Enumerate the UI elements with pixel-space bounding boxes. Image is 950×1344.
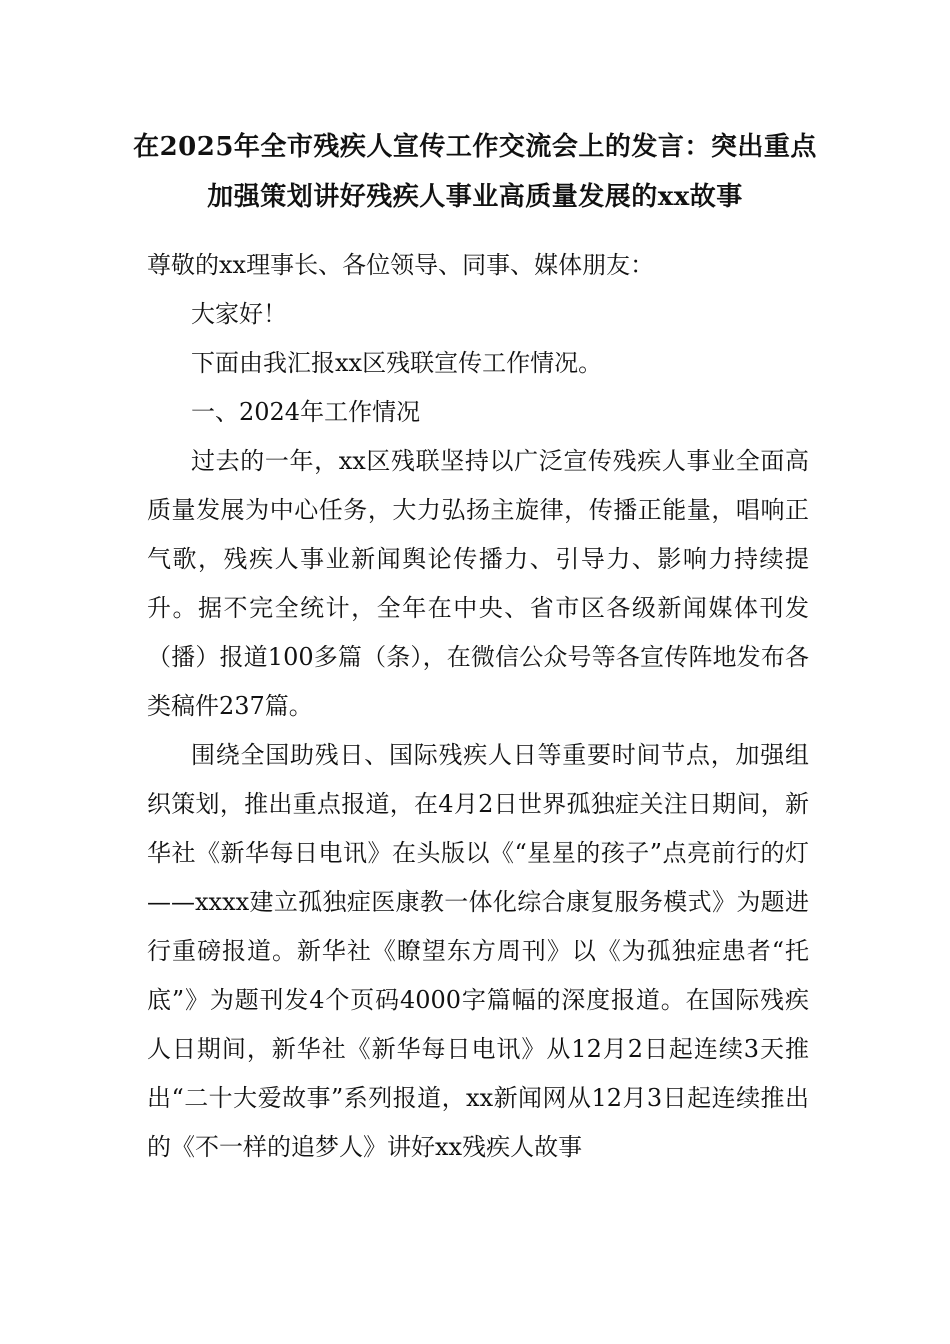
greeting: 大家好！ — [191, 300, 287, 328]
document-body — [147, 241, 809, 1172]
body-paragraph-2: 围绕全国助残日、国际残疾人日等重要时间节点，加强组织策划，推出重点报道，在4月2日世界孤独症关注日期间，新华社《新华每日电讯》在头版以《“星星的孩子”点亮前行的灯——xxxx建立孤独症医康教一体化综合康复服务模式》为题进行重磅报道。新华社《瞭望东方周刊》以《为孤独症患者“托底”》为题刊发4个页码4000字篇幅的深度报道。在国际残疾人日期间，新华社《新华每日电讯》从12月2日起连续3天推出“二十大爱故事”系列报道，xx新闻网从12月3日起连续推出的《不一样的追梦人》讲好xx残疾人故事 — [147, 741, 809, 1161]
intro-paragraph: 下面由我汇报xx区残联宣传工作情况。 — [191, 349, 603, 377]
title-line-2: 加强策划讲好残疾人事业高质量发展的xx故事 — [207, 182, 743, 212]
document-title — [100, 122, 850, 222]
title-line-1: 在2025年全市残疾人宣传工作交流会上的发言：突出重点 — [133, 132, 817, 162]
salutation: 尊敬的xx理事长、各位领导、同事、媒体朋友： — [147, 251, 655, 279]
section-heading: 一、2024年工作情况 — [191, 398, 421, 426]
body-paragraph-1: 过去的一年，xx区残联坚持以广泛宣传残疾人事业全面高质量发展为中心任务，大力弘扬主旋律，传播正能量，唱响正气歌，残疾人事业新闻舆论传播力、引导力、影响力持续提升。据不完全统计，全年在中央、省市区各级新闻媒体刊发（播）报道100多篇（条），在微信公众号等各宣传阵地发布各类稿件237篇。 — [147, 447, 809, 720]
